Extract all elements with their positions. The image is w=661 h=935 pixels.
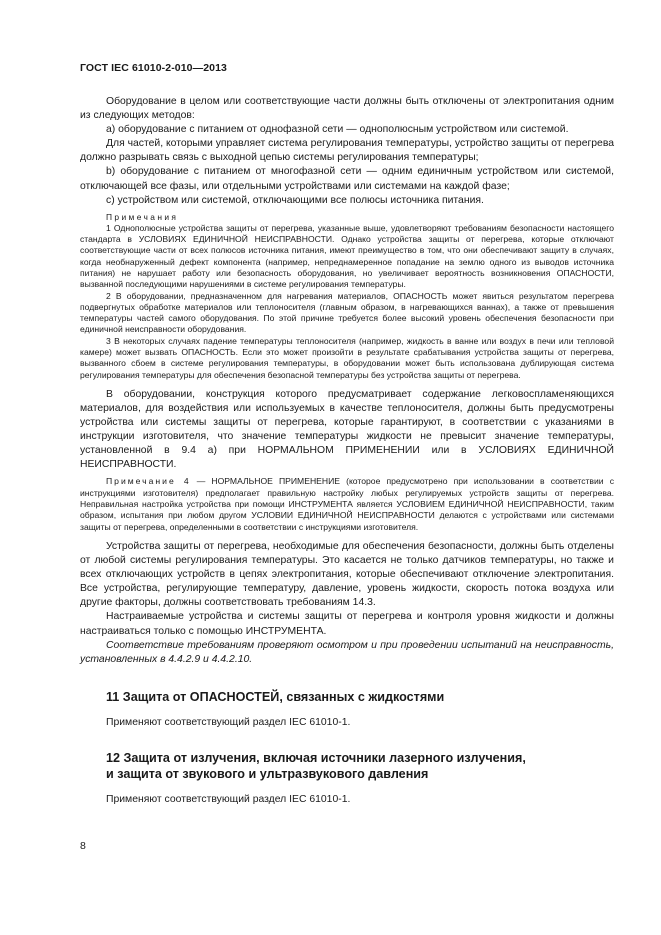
page-number: 8 xyxy=(80,840,86,852)
paragraph-control-parts: Для частей, которыми управляет система регулирования температуры, устройство защиты от перегрева должно разрывать связь с выходной цепью системы регулирования температуры; xyxy=(80,138,614,164)
note-3: 3 В некоторых случаях падение температуры теплоносителя (например, жидкость в ванне или воздух в печи или тепловой камере) может вызвать ОПАСНОСТЬ. Если это может произойти в результате срабатывания устройства защиты от перегрева, вызванного сбоем в системе регулирования температуры, в оборудовании может быть использована дублирующая система регулирования температуры для обеспечения безопасной температуры без устройства защиты от перегрева. xyxy=(80,335,614,380)
paragraph-adjustable: Настраиваемые устройства и системы защиты от перегрева и контроля уровня жидкости и должны настраиваться только с помощью ИНСТРУМЕНТА. xyxy=(80,611,614,637)
note-4 xyxy=(80,476,614,532)
section-12-text: Применяют соответствующий раздел IEC 61010-1. xyxy=(106,793,351,805)
note-2: 2 В оборудовании, предназначенном для нагревания материалов, ОПАСНОСТЬ может явиться результатом перегрева подвергнутых обработке материалов или теплоносителя (главным образом, в нагревающихся ваннах), а также от превышения температуры частей самого оборудования. По этой причине требуется более высокий уровень обеспечения безопасности при единичной неисправности оборудования. xyxy=(80,290,614,335)
paragraph-separation: Устройства защиты от перегрева, необходимые для обеспечения безопасности, должны быть отделены от любой системы регулирования температуры. Это касается не только датчиков температуры, но также и всех отключающих устройств в цепях электропитания, которые обеспечивают отключение электропитания. Все устройства, регулирующие температуру, давление, уровень жидкости, скорость потока воздуха или другие факторы, должны соответствовать требованиям 14.3. xyxy=(80,540,614,609)
paragraph-intro: Оборудование в целом или соответствующие части должны быть отключены от электропитания одним из следующих методов: xyxy=(80,96,614,122)
notes-heading: Примечания xyxy=(106,211,179,222)
section-11-title: 11 Защита от ОПАСНОСТЕЙ, связанных с жидкостями xyxy=(106,689,445,704)
section-12-title-line2: и защита от звукового и ультразвукового давления xyxy=(106,766,429,781)
note-1: 1 Однополюсные устройства защиты от перегрева, указанные выше, удовлетворяют требованиям безопасности настоящего стандарта в УСЛОВИЯХ ЕДИНИЧНОЙ НЕИСПРАВНОСТИ. Однако устройства защиты от перегрева, которые отключают соответствующие части от всех полюсов источника питания, имеют преимущество в том, что они обеспечивают защиту в случаях, когда необнаруженный дефект компонента (например, непреднамеренное попадание на землю одного из выводов источника питания) не нарушает работу или безопасность оборудования, но увеличивает вероятность возникновения ОПАСНОСТИ, вызванной последующими нарушениями в системе регулирования температуры. xyxy=(80,222,614,290)
paragraph-item-a: а) оборудование с питанием от однофазной сети — однополюсным устройством или системой. xyxy=(106,124,569,136)
section-12-title-line1: 12 Защита от излучения, включая источники лазерного излучения, xyxy=(106,750,526,765)
note-4-text: — НОРМАЛЬНОЕ ПРИМЕНЕНИЕ (которое предусмотрено при использовании в соответствии с инструкциями изготовителя) предполагает правильную настройку любых регулируемых устройств защиты от перегрева. Неправильная настройка устройства при помощи ИНСТРУМЕНТА является УСЛОВИЕМ ЕДИНИЧНОЙ НЕИСПРАВНОСТИ, таким образом, испытания при любом другом УСЛОВИИ ЕДИНИЧНОЙ НЕИСПРАВНОСТИ делаются с устройствами или системами защиты от перегрева, определенными в соответствии с инструкциями изготовителя. xyxy=(80,476,614,532)
page-content xyxy=(80,95,614,807)
note-4-lead: Примечание 4 xyxy=(106,476,191,487)
document-header: ГОСТ IEC 61010-2-010—2013 xyxy=(80,62,227,74)
paragraph-flammable-materials: В оборудовании, конструкция которого предусматривает содержание легковоспламеняющихся материалов, для воздействия или используемых в качестве теплоносителя, должны быть предусмотрены устройства или системы защиты от перегрева, которые гарантируют, в соответствии с указаниями в инструкции изготовителя, что значение температуры жидкости не превысит значение температуры, установленной в 9.4 а) при НОРМАЛЬНОМ ПРИМЕНЕНИИ или в УСЛОВИЯХ ЕДИНИЧНОЙ НЕИСПРАВНОСТИ. xyxy=(80,388,614,471)
paragraph-item-b: b) оборудование с питанием от многофазной сети — одним единичным устройством или системой, отключающей все фазы, или отдельными устройствами или системами на каждой фазе; xyxy=(80,166,614,192)
section-12-title xyxy=(80,750,614,782)
paragraph-item-c: с) устройством или системой, отключающими все полюсы источника питания. xyxy=(106,194,484,206)
section-11-text: Применяют соответствующий раздел IEC 61010-1. xyxy=(106,716,351,728)
paragraph-compliance: Соответствие требованиям проверяют осмотром и при проведении испытаний на неисправность, установленных в 4.4.2.9 и 4.4.2.10. xyxy=(80,639,614,665)
